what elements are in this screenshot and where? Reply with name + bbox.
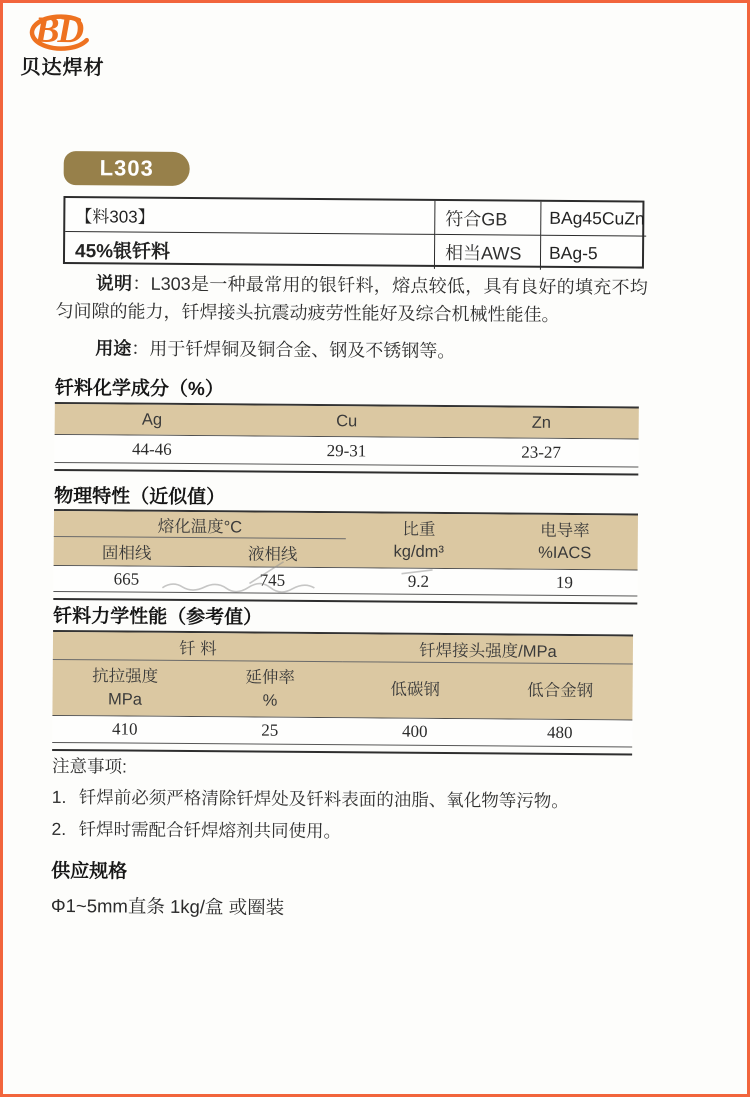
mechanical-title: 钎料力学性能（参考值）	[53, 605, 263, 629]
melting-group-header: 熔化温度°C	[54, 511, 346, 539]
composition-title: 钎料化学成分（%）	[54, 377, 224, 401]
standard-gb-value: BAg45CuZn	[541, 202, 646, 237]
table-cell: 665	[113, 568, 140, 589]
standard-aws-label: 相当AWS	[435, 235, 541, 270]
low-carbon-steel-header: 低碳钢	[390, 680, 440, 699]
logo-company-name: 贝达焊材	[20, 56, 105, 80]
composition-header-row	[55, 404, 639, 439]
supply-title: 供应规格	[51, 860, 128, 883]
note-number: 1.	[51, 786, 67, 808]
logo-initials: BD	[34, 9, 83, 52]
product-subtitle-cell: 45%银钎料	[65, 232, 435, 269]
table-cell: 745	[259, 570, 286, 590]
table-cell: 19	[555, 572, 574, 592]
table-cell: 29-31	[326, 440, 367, 460]
tensile-label: 抗拉强度	[92, 666, 159, 686]
filler-group-header: 钎 料	[53, 632, 343, 662]
column-header: Zn	[531, 413, 552, 432]
pen-scribble-artifact	[148, 552, 468, 600]
description-separator: ：	[132, 273, 151, 294]
description-paragraph	[55, 269, 647, 330]
elongation-unit: %	[262, 691, 278, 710]
composition-table	[54, 402, 639, 476]
joint-group-header: 钎焊接头强度/MPa	[343, 634, 633, 664]
conductivity-header	[492, 514, 638, 569]
usage-label: 用途	[95, 338, 132, 359]
note-number: 2.	[51, 818, 67, 840]
notes-title: 注意事项:	[51, 755, 127, 777]
product-header-table	[63, 196, 645, 269]
supply-spec: Φ1~5mm直条 1kg/盒 或圈装	[50, 894, 285, 918]
conductivity-unit: %IACS	[538, 543, 592, 563]
elongation-label: 延伸率	[245, 667, 296, 687]
note-text: 钎焊时需配合钎焊熔剂共同使用。	[78, 819, 342, 842]
solidus-header: 固相线	[101, 544, 152, 563]
liquidus-header: 液相线	[247, 545, 298, 564]
low-alloy-steel-header: 低合金钢	[527, 681, 594, 701]
page-content	[0, 3, 747, 1097]
table-cell: 44-46	[131, 439, 172, 459]
model-badge: L303	[64, 151, 190, 186]
product-code-cell: 【料303】	[65, 198, 435, 235]
physical-title: 物理特性（近似值）	[54, 485, 226, 509]
tensile-unit: MPa	[107, 689, 143, 709]
composition-value-row	[54, 435, 638, 467]
note-item	[51, 816, 651, 846]
standard-aws-value: BAg-5	[548, 242, 598, 263]
note-item	[52, 784, 652, 814]
elongation-header	[197, 661, 342, 717]
usage-paragraph	[55, 334, 647, 367]
table-cell: 9.2	[407, 571, 430, 591]
density-unit: kg/dm³	[393, 542, 444, 562]
column-header: Cu	[336, 411, 358, 430]
mechanical-table	[52, 630, 633, 756]
note-text: 钎焊前必须严格清除钎焊处及钎料表面的油脂、氧化物等污物。	[78, 787, 569, 811]
brand-logo	[12, 7, 143, 78]
usage-text: 用于钎焊铜及铜合金、钢及不锈钢等。	[149, 338, 456, 362]
table-cell: 400	[401, 721, 428, 741]
mechanical-header	[52, 632, 633, 720]
description-label: 说明	[95, 273, 133, 294]
standard-gb-label: 符合GB	[435, 201, 541, 236]
column-header: Ag	[141, 410, 163, 429]
tensile-header	[52, 660, 197, 716]
table-cell: 480	[546, 722, 573, 743]
table-cell: 25	[261, 720, 279, 740]
table-cell: 410	[111, 719, 138, 739]
usage-separator: ：	[131, 338, 150, 359]
description-text: L303是一种最常用的银钎料，熔点较低，具有良好的填充不均匀间隙的能力，钎焊接头抗震动疲劳性能好及综合机械性能佳。	[55, 273, 648, 325]
table-cell: 23-27	[521, 442, 562, 462]
density-label: 比重	[402, 520, 436, 539]
conductivity-label: 电导率	[540, 521, 590, 541]
mechanical-value-row	[52, 716, 632, 747]
